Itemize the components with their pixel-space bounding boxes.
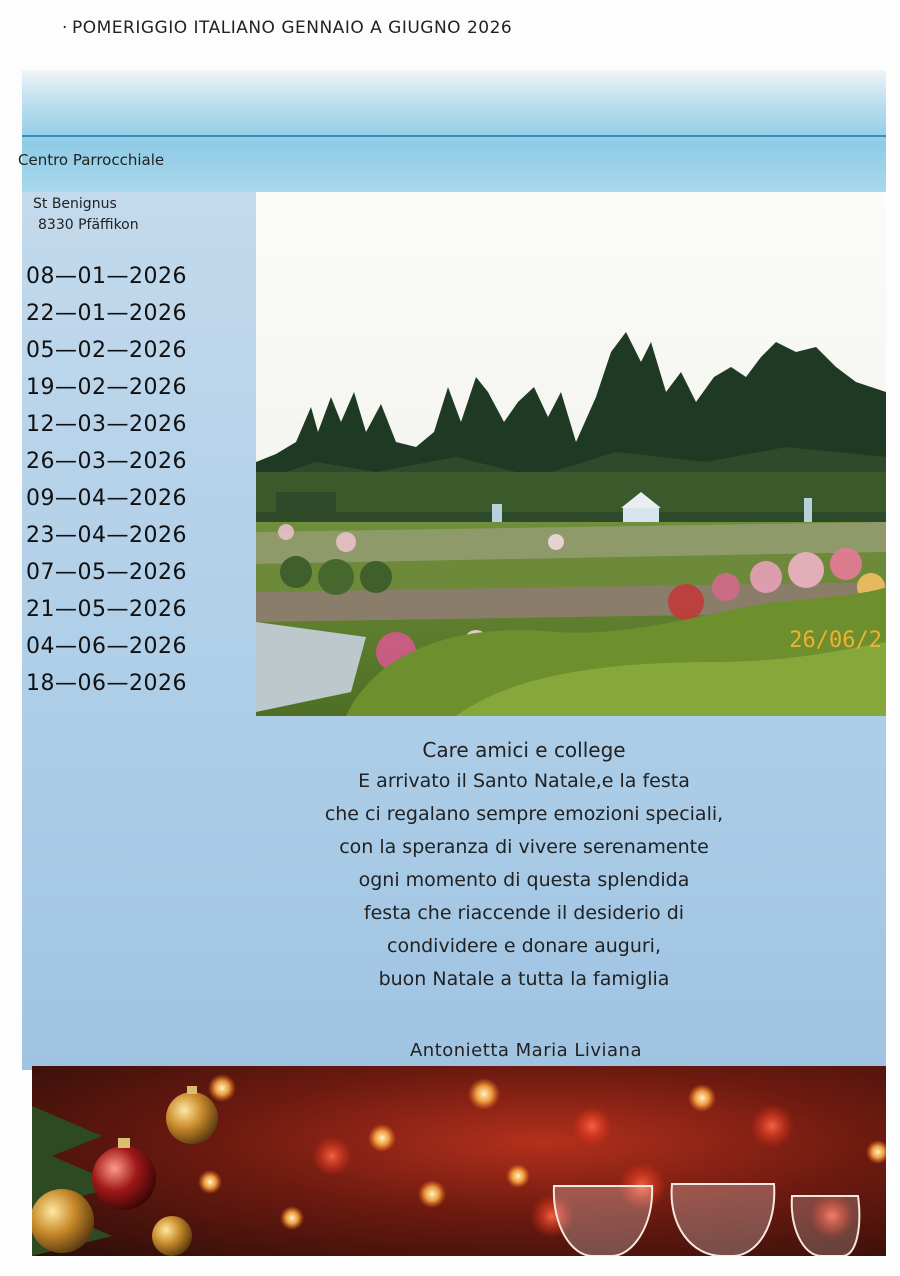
date-item: 12—03—2026: [26, 412, 187, 437]
date-item: 21—05—2026: [26, 597, 187, 622]
venue-address-line2: 8330 Pfäffikon: [38, 217, 139, 233]
photo-date-stamp: 26/06/2: [789, 628, 882, 653]
date-item: 08—01—2026: [26, 264, 187, 289]
title-bullet: ·: [62, 18, 68, 38]
date-item: 22—01—2026: [26, 301, 187, 326]
venue-address-line1: St Benignus: [33, 196, 117, 212]
message-line: che ci regalano sempre emozioni speciali,: [324, 803, 724, 825]
date-item: 09—04—2026: [26, 486, 187, 511]
christmas-bokeh-banner: [32, 1066, 886, 1256]
bokeh-illustration: [32, 1066, 886, 1256]
venue-name: Centro Parrocchiale: [18, 151, 165, 169]
top-sky-band: [22, 70, 886, 192]
message-line: condividere e donare auguri,: [387, 935, 661, 957]
page-title: [62, 18, 513, 38]
message-line: E arrivato il Santo Natale,e la festa: [358, 770, 690, 792]
date-item: 07—05—2026: [26, 560, 187, 585]
top-divider-line: [22, 135, 886, 137]
date-item: 04—06—2026: [26, 634, 187, 659]
date-item: 05—02—2026: [26, 338, 187, 363]
message-line: buon Natale a tutta la famiglia: [378, 968, 670, 990]
title-text: POMERIGGIO ITALIANO GENNAIO A GIUGNO 2026: [72, 18, 513, 38]
message-line: festa che riaccende il desiderio di: [363, 902, 685, 924]
rose-garden-photo: [256, 192, 886, 716]
message-line: con la speranza di vivere serenamente: [339, 836, 709, 858]
date-item: 19—02—2026: [26, 375, 187, 400]
message-greeting: Care amici e college: [422, 738, 626, 762]
date-item: 26—03—2026: [26, 449, 187, 474]
date-list: [26, 262, 187, 706]
date-item: 23—04—2026: [26, 523, 187, 548]
message-line: ogni momento di questa splendida: [358, 869, 690, 891]
greeting-message: [256, 735, 792, 996]
date-item: 18—06—2026: [26, 671, 187, 696]
message-signature: Antonietta Maria Liviana: [409, 1040, 642, 1061]
